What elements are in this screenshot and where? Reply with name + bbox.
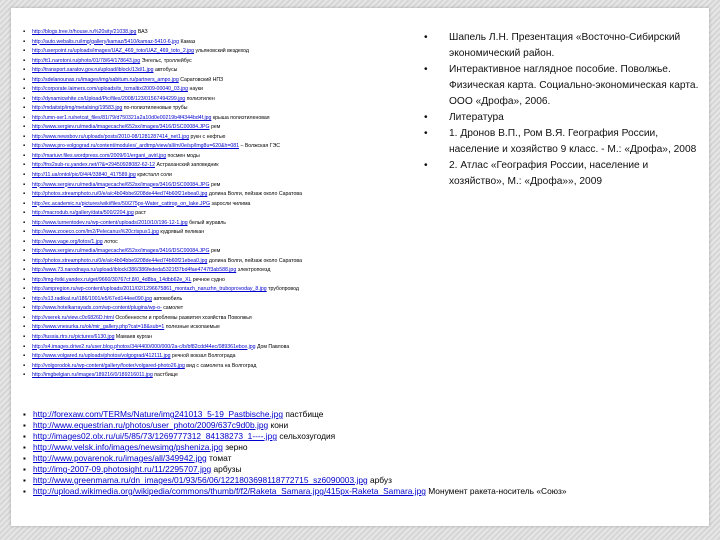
- bottom-reference-item: [23, 486, 703, 497]
- reference-link[interactable]: http://blogs.tree.tr/house.ru%20sity/21038.jpg: [32, 29, 137, 35]
- bullet-icon: ▪: [23, 105, 26, 112]
- reference-link[interactable]: http://www.sergiev.ru/media/imagecache/652sx/images/3416/DSC00084.JPG: [32, 181, 210, 188]
- reference-caption: кудрявый пеликан: [160, 229, 205, 236]
- bullet-icon: ▪: [23, 362, 26, 369]
- bullet-icon: ▪: [23, 476, 26, 485]
- left-reference-item: [23, 47, 423, 57]
- left-reference-item: [23, 314, 423, 324]
- reference-caption: долина Волги, пейзаж около Саратова: [208, 191, 302, 198]
- bullet-icon: ▪: [23, 67, 26, 74]
- left-reference-item: [23, 104, 423, 114]
- literature-item: [424, 62, 704, 110]
- left-reference-item: [23, 38, 423, 48]
- bullet-icon: ▪: [23, 124, 26, 131]
- bullet-icon: ▪: [23, 171, 26, 178]
- reference-caption: полезные ископаемые: [165, 324, 220, 331]
- bottom-reference-item: [23, 442, 703, 453]
- left-reference-item: [23, 304, 423, 314]
- bullet-icon: •: [424, 112, 428, 123]
- left-reference-item: [23, 362, 423, 372]
- reference-link[interactable]: http://umn-ser1.ru/netcat_files/81/79/d750321a2a10d0e00219b4f4344bd4f.jpg: [32, 114, 212, 121]
- reference-caption: Мамаев курган: [115, 334, 152, 340]
- reference-link[interactable]: http://corporate.laimers.com/uploads/tx_tcmaltix/2009-00040_03.jpg: [32, 86, 188, 93]
- left-reference-item: [23, 219, 423, 229]
- reference-caption: электропоезд: [237, 267, 271, 274]
- left-reference-item: [23, 181, 423, 191]
- reference-link[interactable]: http://www.turnentodev.ru/wp-content/uploads/2010/10/196-12-1.jpg: [32, 219, 188, 226]
- bullet-icon: ▪: [23, 248, 26, 255]
- bullet-icon: ▪: [23, 487, 26, 496]
- reference-caption: томат: [208, 453, 232, 463]
- reference-caption: белый журавль: [189, 219, 227, 226]
- bullet-icon: ▪: [23, 343, 26, 350]
- reference-caption: Монумент ракета-носитель «Союз»: [428, 486, 567, 496]
- reference-link[interactable]: http://img-fotki.yandex.ru/get/9660/30767cf.8/0_4d8ba_14dbb62e_XL: [32, 276, 192, 283]
- literature-item: [424, 126, 704, 158]
- reference-link[interactable]: http://www.73.narodnaya.ru/upload/iblock/386/386fededa5321f37bd4fae4747f3ab588.jpg: [32, 267, 237, 274]
- bullet-icon: ▪: [23, 421, 26, 430]
- left-reference-item: [23, 352, 423, 362]
- reference-caption: – Волжская ГЭС: [240, 143, 280, 150]
- bullet-icon: ▪: [23, 143, 26, 150]
- reference-link[interactable]: http://ampregion.ru/wp-content/uploads/2011/02/1296675861_montazh_naruzhn_truboprovoday_8.jpg: [32, 286, 267, 293]
- bullet-icon: ▪: [23, 152, 26, 159]
- reference-link[interactable]: http://11.ua/ontol/pic/0/4/4/33840_417589.jpg: [32, 171, 136, 178]
- bullet-icon: •: [424, 128, 428, 139]
- bullet-icon: ▪: [23, 181, 26, 188]
- literature-text: Шапель Л.Н. Презентация «Восточно-Сибирский экономический район.: [449, 32, 681, 59]
- left-reference-item: [23, 238, 423, 248]
- reference-link[interactable]: http://auto.webalis.ru/img/gallery/kamaz/5410/kamaz-5410-6.jpg: [32, 38, 180, 45]
- left-reference-item: [23, 161, 423, 171]
- reference-link[interactable]: http://www.povarenok.ru/images/all/349942.jpg: [33, 453, 207, 463]
- bullet-icon: ▪: [23, 257, 26, 264]
- reference-link[interactable]: http://www.velsk.info/images/newsimg/psheniza.jpg: [33, 442, 223, 452]
- left-reference-item: [23, 323, 423, 333]
- left-reference-item: [23, 295, 423, 305]
- literature-item: [424, 30, 704, 62]
- bullet-icon: ▪: [23, 324, 26, 331]
- reference-caption: лотос: [104, 238, 118, 245]
- reference-caption: Камаз: [180, 38, 196, 45]
- reference-link[interactable]: http://www.equestrian.ru/photos/user_photo/2009/637c9d0b.jpg: [33, 420, 269, 430]
- bullet-icon: ▪: [23, 276, 26, 283]
- reference-link[interactable]: http://www.hotelkarrayads.com/wp-content/plugins/wp-o-: [32, 305, 162, 312]
- reference-caption: рукн с нефтью: [190, 133, 226, 140]
- left-reference-item: [23, 133, 423, 143]
- bullet-icon: ▪: [23, 314, 26, 321]
- literature-item: [424, 110, 704, 126]
- reference-link[interactable]: http://photos.streamphoto.ru/0/e/a/c4b04bbe9208de44ed74b60f21ebea0.jpg: [32, 257, 208, 264]
- reference-caption: кристалл соли: [137, 171, 172, 178]
- bottom-reference-item: [23, 431, 703, 442]
- reference-link[interactable]: http://www.greenmama.ru/dn_images/01/93/56/06/1221803698118772715_sz6090003.jpg: [33, 475, 368, 485]
- reference-link[interactable]: http://www.sergiev.ru/media/imagecache/652sx/images/3416/DSC00084.JPG: [32, 124, 210, 131]
- left-reference-item: [23, 247, 423, 257]
- bullet-icon: ▪: [23, 454, 26, 463]
- bullet-icon: ▪: [23, 353, 26, 360]
- left-reference-item: [23, 142, 423, 152]
- reference-link[interactable]: http://volgorodok.ru/wp-content/gallery/footer/volgared-photo26.jpg: [32, 362, 185, 369]
- reference-caption: Энгельс, троллейбус: [141, 57, 192, 64]
- literature-text: 2. Атлас «География России, население и хозяйство», М.: «Дрофа»», 2009: [449, 160, 649, 187]
- bullet-icon: ▪: [23, 48, 26, 55]
- reference-caption: пастбище: [154, 372, 178, 379]
- bullet-icon: •: [424, 160, 428, 171]
- reference-link[interactable]: http://img-2007-09.photosight.ru/11/2295707.jpg: [33, 464, 212, 474]
- left-reference-item: [23, 114, 423, 124]
- reference-caption: заросли чилима: [211, 200, 251, 207]
- left-reference-item: [23, 171, 423, 181]
- bullet-icon: ▪: [23, 286, 26, 293]
- reference-link[interactable]: http://imgbelgian.ru/images/189216/0/189216011.jpg: [32, 372, 153, 379]
- left-reference-item: [23, 152, 423, 162]
- left-reference-list: [23, 28, 423, 381]
- bullet-icon: ▪: [23, 114, 26, 121]
- left-reference-item: [23, 371, 423, 381]
- reference-caption: речной вокзал Волгограда: [171, 353, 236, 360]
- bullet-icon: ▪: [23, 410, 26, 419]
- bullet-icon: ▪: [23, 372, 26, 379]
- bullet-icon: ▪: [23, 162, 26, 169]
- reference-link[interactable]: http://forexaw.com/TERMs/Nature/img241013_5-19_Pastbische.jpg: [33, 409, 283, 419]
- literature-item: [424, 158, 704, 190]
- reference-caption: долина Волги, пейзаж около Саратова: [208, 257, 302, 264]
- bullet-icon: •: [424, 64, 428, 75]
- reference-caption: ульяновский вездеход: [195, 48, 249, 55]
- bullet-icon: ▪: [23, 305, 26, 312]
- reference-link[interactable]: http://upload.wikimedia.org/wikipedia/commons/thumb/f/f2/Raketa_Samara.jpg/415px-Raketa_Samara.jpg: [33, 486, 426, 496]
- literature-text: Литература: [449, 112, 504, 123]
- reference-caption: арбузы: [213, 464, 242, 474]
- bullet-icon: ▪: [23, 238, 26, 245]
- bullet-icon: ▪: [23, 210, 26, 217]
- reference-caption: самолет: [163, 305, 184, 312]
- reference-link[interactable]: http://www.vage.org/lotos/1.jpg: [32, 238, 103, 245]
- bullet-icon: ▪: [23, 443, 26, 452]
- reference-link[interactable]: http://s4.images.drive2.ru/user.blog.photos/34/4400/000/000/2a-c/b/bf82cdd44ec/089361ebce.jpg: [32, 343, 256, 350]
- left-reference-item: [23, 228, 423, 238]
- left-reference-item: [23, 343, 423, 353]
- left-reference-item: [23, 200, 423, 210]
- literature-text: 1. Дронов В.П., Ром В.Я. География России, население и хозяйство 9 класс. - М.: «Дрофа», 2008: [449, 128, 697, 155]
- bottom-reference-list: [23, 409, 703, 497]
- left-reference-item: [23, 57, 423, 67]
- reference-link[interactable]: http://www.newsbov.ru/uploads/posts/2010-08/1281287414_net1.jpg: [32, 133, 190, 140]
- reference-caption: кони: [270, 420, 289, 430]
- reference-caption: посмен моды: [167, 152, 200, 159]
- left-reference-item: [23, 333, 423, 343]
- reference-link[interactable]: http://mdaitstp/img/metalsing/19583.jpg: [32, 105, 123, 112]
- bullet-icon: ▪: [23, 38, 26, 45]
- bottom-reference-item: [23, 464, 703, 475]
- bottom-reference-item: [23, 420, 703, 431]
- reference-caption: автомобиль: [153, 295, 183, 302]
- bullet-icon: ▪: [23, 95, 26, 102]
- reference-link[interactable]: http://ec.academic.ru/pictures/wiki/files/50/275px-Water_cattrop_on_lake.JPG: [32, 200, 210, 207]
- reference-caption: по-полиэтиленовые трубы: [123, 105, 188, 112]
- reference-caption: сельхозугодия: [279, 431, 336, 441]
- bullet-icon: ▪: [23, 295, 26, 302]
- reference-link[interactable]: http://www.zooeco.com/lm2/Pelecanus%20crispus1.jpg: [32, 229, 159, 236]
- literature-list: [424, 30, 704, 190]
- reference-caption: Дом Павлова: [256, 343, 290, 350]
- left-reference-item: [23, 85, 423, 95]
- bottom-reference-item: [23, 475, 703, 486]
- reference-link[interactable]: http://tussia.rtrs.ru/pictures/6130.jpg: [32, 334, 115, 340]
- bullet-icon: •: [424, 32, 428, 43]
- reference-link[interactable]: http://www.sergiev.ru/media/imagecache/652sx/images/3416/DSC00084.JPG: [32, 248, 210, 255]
- reference-caption: рем: [210, 248, 221, 255]
- bullet-icon: ▪: [23, 465, 26, 474]
- reference-caption: Особенности и проблемы развития хозяйства Поволжья: [115, 314, 252, 321]
- reference-caption: речное судно: [192, 276, 225, 283]
- reference-caption: вид с самолета на Волгоград: [186, 362, 257, 369]
- bullet-icon: ▪: [23, 229, 26, 236]
- bottom-reference-item: [23, 409, 703, 420]
- bullet-icon: ▪: [23, 191, 26, 198]
- reference-caption: зерно: [225, 442, 248, 452]
- bullet-icon: ▪: [23, 200, 26, 207]
- reference-caption: крыша полиэтиленовая: [212, 114, 270, 121]
- reference-link[interactable]: http://fns2sub-ru.yandex.net/i?&=29450928082-62-12: [32, 162, 156, 169]
- reference-caption: арбуз: [369, 475, 392, 485]
- reference-link[interactable]: http://macrodub.ru/gallery/data/500/2204.jpg: [32, 210, 134, 217]
- left-reference-item: [23, 209, 423, 219]
- literature-text: Интерактивное наглядное пособие. Поволжье. Физическая карта. Социально-экономическая карта. ООО «Дрофа», 2006.: [449, 64, 699, 107]
- reference-link[interactable]: http://www.pro-volgograd.ru/content/modules/_ardtmp/view/all/m/0e/sp/lmg8u=620&h=081: [32, 143, 240, 150]
- left-reference-item: [23, 266, 423, 276]
- reference-link[interactable]: http://www.volgared.ru/uploads/photos/volgograd/412111.jpg: [32, 353, 171, 360]
- left-reference-item: [23, 76, 423, 86]
- reference-link[interactable]: http://mariuvr.files.wordpress.com/2009/01/ergani_avirl.jpg: [32, 152, 167, 159]
- bullet-icon: ▪: [23, 29, 26, 35]
- bullet-icon: ▪: [23, 133, 26, 140]
- left-reference-item: [23, 257, 423, 267]
- reference-link[interactable]: http://vserek.ru/view.c0c6826D.html: [32, 314, 114, 321]
- reference-link[interactable]: http://images02.olx.ru/ui/5/85/73/1269777312_84138273_1----.jpg: [33, 431, 277, 441]
- reference-caption: пастбище: [285, 409, 324, 419]
- reference-caption: рем: [210, 181, 221, 188]
- reference-link[interactable]: http://photos.streamphoto.ru/0/e/a/c4b04bbe9208de44ed74b60f21ebea0.jpg: [32, 191, 208, 198]
- bullet-icon: ▪: [23, 76, 26, 83]
- reference-caption: автобусы: [154, 67, 178, 74]
- reference-caption: трубопровод: [268, 286, 299, 293]
- bullet-icon: ▪: [23, 86, 26, 93]
- left-reference-item: [23, 276, 423, 286]
- reference-caption: рем: [210, 124, 221, 131]
- bullet-icon: ▪: [23, 57, 26, 64]
- left-reference-item: [23, 285, 423, 295]
- reference-caption: Астраханский заповедник: [156, 162, 219, 169]
- reference-link[interactable]: http://s13.radikal.ru/i186/1001/e5/67ed144ee090.jpg: [32, 295, 152, 302]
- bullet-icon: ▪: [23, 334, 26, 340]
- reference-link[interactable]: http://dynamicwhite.cn/Upload/Pic/files/2008/123/01567494299.jpg: [32, 95, 186, 102]
- reference-caption: науки: [189, 86, 203, 93]
- left-reference-item: [23, 190, 423, 200]
- bottom-reference-item: [23, 453, 703, 464]
- bullet-icon: ▪: [23, 219, 26, 226]
- reference-caption: полиэтилен: [186, 95, 215, 102]
- reference-link[interactable]: http://tt1.narotoni.ru/photo/01/78/64/178643.jpg: [32, 57, 141, 64]
- reference-caption: Саратовский НПЗ: [180, 76, 224, 83]
- reference-link[interactable]: http://userpoint.ru/uploads/images/UAZ_469_toto/UAZ_469_toto_2.jpg: [32, 48, 195, 55]
- left-reference-item: [23, 95, 423, 105]
- bullet-icon: ▪: [23, 432, 26, 441]
- left-reference-item: [23, 28, 423, 38]
- reference-link[interactable]: http://www.vnesurka.ru/ok/mir_gallery.php?cat=18&sub=1: [32, 324, 165, 331]
- reference-link[interactable]: http://sdelanounas.ru/images/img/sabitum.ru/partners_ampo.jpg: [32, 76, 179, 83]
- reference-caption: раст: [135, 210, 147, 217]
- bullet-icon: ▪: [23, 267, 26, 274]
- left-reference-item: [23, 66, 423, 76]
- left-reference-item: [23, 123, 423, 133]
- reference-link[interactable]: http://transport.saratov.gov.ru/upload/iblock/13d/1.jpg: [32, 67, 154, 74]
- reference-caption: ВАЗ: [137, 29, 148, 35]
